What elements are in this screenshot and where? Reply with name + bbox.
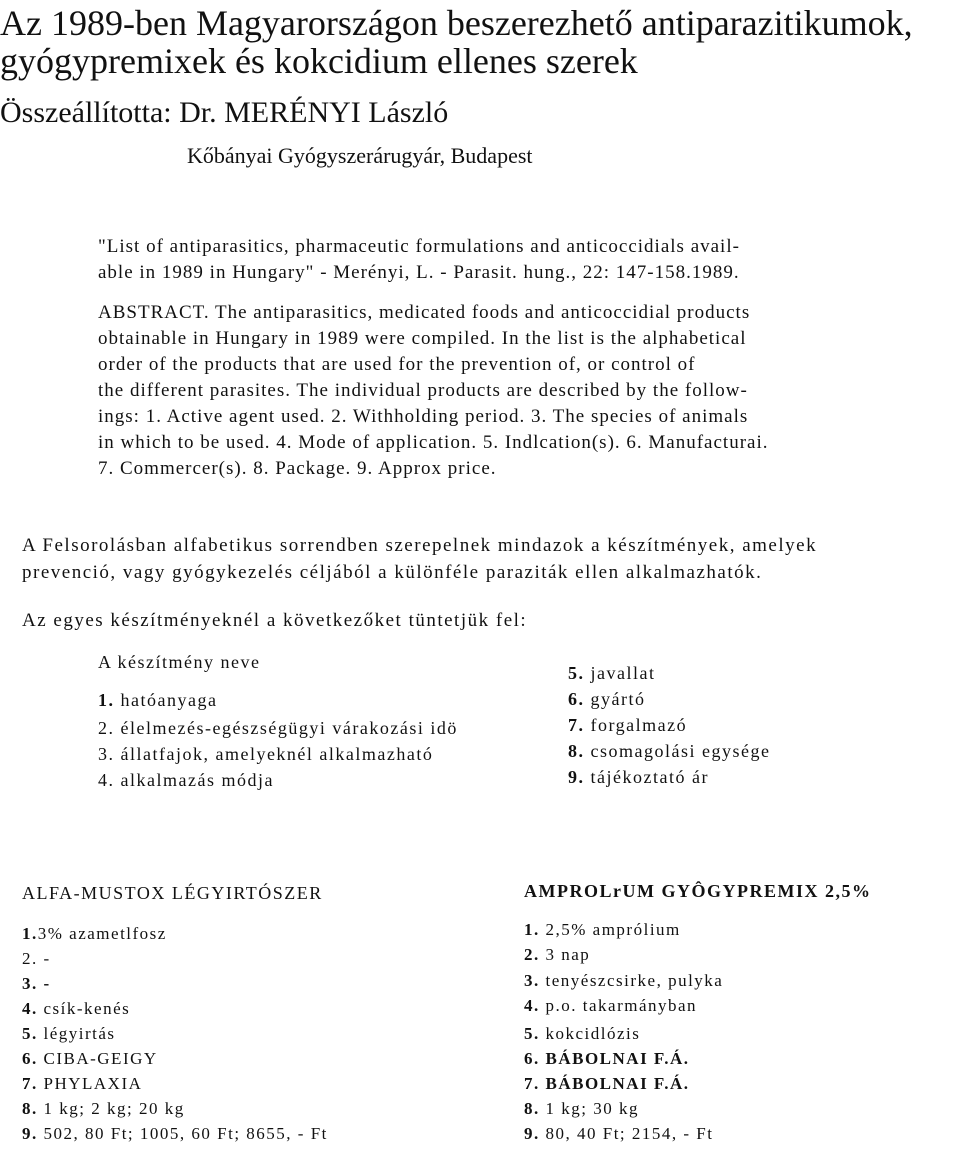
product-item bbox=[22, 1024, 116, 1044]
product-item-number: 3. bbox=[524, 971, 540, 990]
product-item bbox=[22, 999, 130, 1019]
product-item-text: 3 nap bbox=[545, 945, 591, 964]
legend-item bbox=[568, 663, 655, 684]
product-item bbox=[524, 971, 723, 991]
product-item bbox=[524, 945, 590, 965]
legend-item bbox=[568, 715, 687, 736]
legend-item-number: 3. bbox=[98, 744, 115, 764]
product-item-text: 2,5% amprólium bbox=[545, 920, 681, 939]
product-item-text: BÁBOLNAI F.Á. bbox=[545, 1074, 690, 1093]
legend-item-number: 6. bbox=[568, 689, 585, 709]
product-item bbox=[22, 1049, 158, 1069]
product-item-number: 7. bbox=[22, 1074, 38, 1093]
product-item bbox=[22, 974, 51, 994]
legend-item-text: gyártó bbox=[590, 689, 646, 709]
product-item-text: 3% azametlfosz bbox=[37, 924, 167, 943]
institution-line: Kőbányai Gyógyszerárugyár, Budapest bbox=[187, 143, 533, 168]
abstract-line: obtainable in Hungary in 1989 were compiled. In the list is the alphabetical bbox=[98, 328, 747, 349]
abstract-line: order of the products that are used for the prevention of, or control of bbox=[98, 354, 696, 375]
product-name: AMPROLrUM GYÔGYPREMIX 2,5% bbox=[524, 881, 872, 901]
legend-item bbox=[568, 767, 709, 788]
product-item-text: kokcidlózis bbox=[545, 1024, 641, 1043]
product-item-text: 502, 80 Ft; 1005, 60 Ft; 8655, - Ft bbox=[43, 1124, 328, 1143]
legend-item-text: csomagolási egysége bbox=[590, 741, 771, 761]
abstract-line: ings: 1. Active agent used. 2. Withholding period. 3. The species of animals bbox=[98, 406, 749, 427]
abstract-line: 7. Commercer(s). 8. Package. 9. Approx price. bbox=[98, 458, 497, 479]
legend-name-label: A készítmény neve bbox=[98, 652, 261, 672]
compiler-line: Összeállította: Dr. MERÉNYI László bbox=[0, 96, 449, 129]
legend-item-number: 9. bbox=[568, 767, 585, 787]
product-item-number: 5. bbox=[22, 1024, 38, 1043]
legend-item-text: állatfajok, amelyeknél alkalmazható bbox=[120, 744, 434, 764]
product-item-text: PHYLAXIA bbox=[43, 1074, 143, 1093]
legend-item bbox=[568, 689, 645, 710]
product-item bbox=[524, 1124, 714, 1144]
product-item-text: légyirtás bbox=[43, 1024, 116, 1043]
legend-item-number: 4. bbox=[98, 770, 115, 790]
legend-item-number: 5. bbox=[568, 663, 585, 683]
abstract-line: in which to be used. 4. Mode of application. 5. Indlcation(s). 6. Manufacturai. bbox=[98, 432, 769, 453]
citation-line-2: able in 1989 in Hungary" - Merényi, L. - Parasit. hung., 22: 147-158.1989. bbox=[98, 262, 740, 283]
product-item-text: csík-kenés bbox=[43, 999, 131, 1018]
product-item-text: 1 kg; 2 kg; 20 kg bbox=[43, 1099, 185, 1118]
product-item-text: - bbox=[43, 974, 51, 993]
legend-item bbox=[98, 744, 433, 765]
product-item-number: 1. bbox=[524, 920, 540, 939]
product-item bbox=[22, 924, 167, 944]
product-item-number: 3. bbox=[22, 974, 38, 993]
abstract-line: ABSTRACT. The antiparasitics, medicated foods and anticoccidial products bbox=[98, 302, 751, 323]
product-item bbox=[524, 1049, 690, 1069]
intro-line-1: A Felsorolásban alfabetikus sorrendben szerepelnek mindazok a készítmények, amelyek bbox=[22, 535, 818, 556]
product-item-text: CIBA-GEIGY bbox=[43, 1049, 158, 1068]
legend-item-number: 7. bbox=[568, 715, 585, 735]
product-item-number: 6. bbox=[22, 1049, 38, 1068]
legend-item-text: élelmezés-egészségügyi várakozási idö bbox=[120, 718, 458, 738]
product-item-number: 4. bbox=[524, 996, 540, 1015]
product-item-number: 6. bbox=[524, 1049, 540, 1068]
intro-line-3: Az egyes készítményeknél a következőket tüntetjük fel: bbox=[22, 610, 528, 631]
citation-line-1: "List of antiparasitics, pharmaceutic formulations and anticoccidials avail- bbox=[98, 236, 740, 257]
legend-item bbox=[98, 718, 458, 739]
product-item bbox=[524, 1074, 690, 1094]
product-item-number: 2. bbox=[524, 945, 540, 964]
product-item-number: 4. bbox=[22, 999, 38, 1018]
product-item bbox=[22, 949, 51, 969]
legend-item-number: 1. bbox=[98, 690, 115, 710]
product-item-number: 8. bbox=[524, 1099, 540, 1118]
legend-item-text: alkalmazás módja bbox=[120, 770, 274, 790]
product-item bbox=[524, 1099, 639, 1119]
product-item-text: 80, 40 Ft; 2154, - Ft bbox=[545, 1124, 714, 1143]
page-title-line-2: gyógypremixek és kokcidium ellenes szerek bbox=[0, 41, 638, 81]
product-item bbox=[524, 1024, 640, 1044]
product-item-text: p.o. takarmányban bbox=[545, 996, 698, 1015]
legend-item-number: 8. bbox=[568, 741, 585, 761]
legend-item bbox=[568, 741, 770, 762]
product-item-text: BÁBOLNAI F.Á. bbox=[545, 1049, 690, 1068]
legend-item-text: tájékoztató ár bbox=[590, 767, 709, 787]
product-item-number: 9. bbox=[22, 1124, 38, 1143]
product-item-number: 9. bbox=[524, 1124, 540, 1143]
product-item-number: 8. bbox=[22, 1099, 38, 1118]
legend-item-text: forgalmazó bbox=[590, 715, 688, 735]
product-name: ALFA-MUSTOX LÉGYIRTÓSZER bbox=[22, 883, 323, 903]
legend-item-text: hatóanyaga bbox=[120, 690, 218, 710]
product-item-number: 7. bbox=[524, 1074, 540, 1093]
product-item-number: 1. bbox=[22, 924, 38, 943]
page-title-line-1: Az 1989-ben Magyarországon beszerezhető antiparazitikumok, bbox=[0, 3, 913, 43]
product-item-number: 5. bbox=[524, 1024, 540, 1043]
product-item bbox=[22, 1074, 142, 1094]
legend-item bbox=[98, 690, 217, 711]
product-item-number: 2. bbox=[22, 949, 38, 968]
legend-item bbox=[98, 770, 274, 791]
intro-line-2: prevenció, vagy gyógykezelés céljából a különféle paraziták ellen alkalmazhatók. bbox=[22, 562, 763, 583]
product-item bbox=[22, 1124, 328, 1144]
legend-item-text: javallat bbox=[590, 663, 656, 683]
product-item bbox=[22, 1099, 185, 1119]
product-item-text: tenyészcsirke, pulyka bbox=[545, 971, 724, 990]
legend-item-number: 2. bbox=[98, 718, 115, 738]
product-item bbox=[524, 996, 697, 1016]
product-item-text: - bbox=[43, 949, 51, 968]
product-item bbox=[524, 920, 681, 940]
abstract-line: the different parasites. The individual products are described by the follow- bbox=[98, 380, 748, 401]
product-item-text: 1 kg; 30 kg bbox=[545, 1099, 639, 1118]
